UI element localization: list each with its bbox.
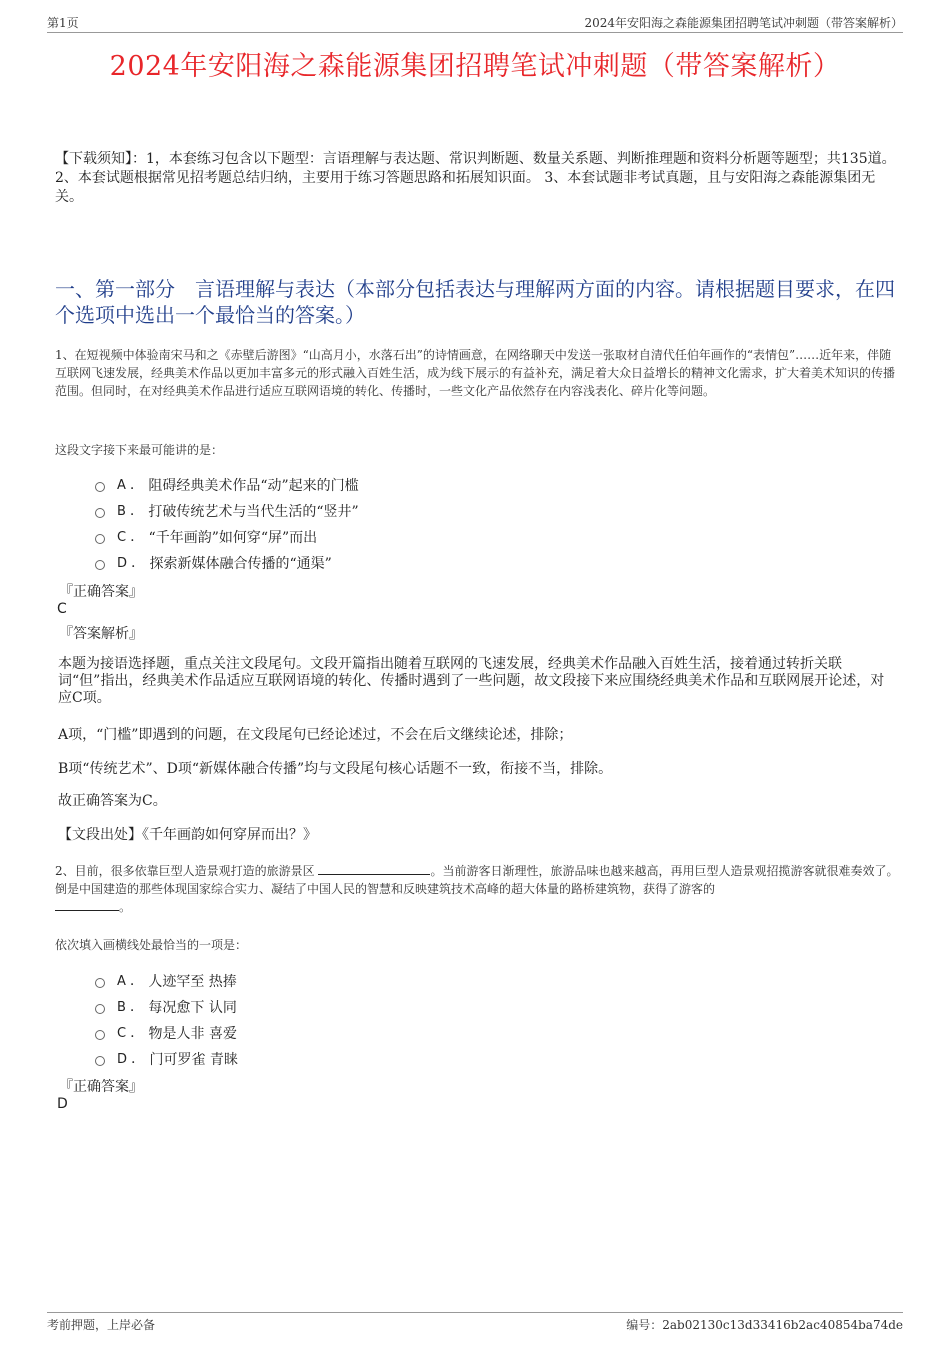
radio-icon[interactable] [95, 1030, 105, 1040]
option-text: 门可罗雀 青睐 [149, 1052, 238, 1068]
question-1-options [95, 472, 359, 576]
question-1-option-c[interactable]: C . “千年画韵”如何穿“屏”而出 [95, 524, 359, 550]
option-text: 打破传统艺术与当代生活的“竖井” [148, 504, 359, 520]
section-heading: 一、第一部分 言语理解与表达（本部分包括表达与理解两方面的内容。请根据题目要求，在四个选项中选出一个最恰当的答案。） [55, 277, 895, 327]
document-title: 2024年安阳海之森能源集团招聘笔试冲刺题（带答案解析） [109, 51, 841, 82]
footer-doc-id: 编号：2ab02130c13d33416b2ac40854ba74de [626, 1318, 903, 1332]
question-2-answer: D [57, 1096, 68, 1112]
question-1-option-a[interactable]: A . 阻碍经典美术作品“动”起来的门槛 [95, 472, 359, 498]
question-1-answer: C [57, 601, 67, 617]
option-text: 物是人非 喜爱 [148, 1026, 237, 1042]
question-1-analysis-paragraph: A项，“门槛”即遇到的问题，在文段尾句已经论述过，不会在后文继续论述，排除； [58, 727, 573, 743]
fill-blank [55, 898, 119, 911]
radio-icon[interactable] [95, 1004, 105, 1014]
option-text: 探索新媒体融合传播的“通渠” [149, 556, 332, 572]
question-1-analysis-label: 『答案解析』 [59, 626, 143, 642]
page-header [47, 14, 903, 33]
footer-slogan: 考前押题，上岸必备 [47, 1318, 156, 1332]
page-footer [47, 1312, 903, 1331]
radio-icon[interactable] [95, 978, 105, 988]
question-1-prompt: 这段文字接下来最可能讲的是： [55, 443, 224, 457]
question-2-option-a[interactable]: A . 人迹罕至 热捧 [95, 968, 238, 994]
header-doc-title: 2024年安阳海之森能源集团招聘笔试冲刺题（带答案解析） [584, 16, 903, 30]
question-2-option-c[interactable]: C . 物是人非 喜爱 [95, 1020, 238, 1046]
option-text: 人迹罕至 热捧 [148, 974, 237, 990]
question-1-analysis-paragraph: B项“传统艺术”、D项“新媒体融合传播”均与文段尾句核心话题不一致，衔接不当，排除。 [58, 761, 613, 777]
question-2-stem: 2、目前，很多依靠巨型人造景观打造的旅游景区 。当前游客日渐理性，旅游品味也越来越高，再用巨型人造景观招揽游客就很难奏效了。倒是中国建造的那些体现国家综合实力、凝结了中国人民的智慧和反映建筑技术高峰的超大体量的路桥建筑物，获得了游客的 。 [55, 864, 899, 914]
question-2-option-b[interactable]: B . 每况愈下 认同 [95, 994, 238, 1020]
fill-blank [318, 862, 430, 875]
question-1-option-d[interactable]: D . 探索新媒体融合传播的“通渠” [95, 550, 359, 576]
option-text: 阻碍经典美术作品“动”起来的门槛 [148, 478, 359, 494]
question-2-answer-label: 『正确答案』 [59, 1079, 143, 1095]
radio-icon[interactable] [95, 560, 105, 570]
question-1-option-b[interactable]: B . 打破传统艺术与当代生活的“竖井” [95, 498, 359, 524]
page-number: 第1页 [47, 16, 79, 30]
question-2-options [95, 968, 238, 1072]
question-2-option-d[interactable]: D . 门可罗雀 青睐 [95, 1046, 238, 1072]
option-text: 每况愈下 认同 [148, 1000, 237, 1016]
question-1-answer-label: 『正确答案』 [59, 584, 143, 600]
question-1-stem: 1、在短视频中体验南宋马和之《赤壁后游图》“山高月小，水落石出”的诗情画意，在网络聊天中发送一张取材自清代任伯年画作的“表情包”……近年来，伴随互联网飞速发展，经典美术作品以更加丰富多元的形式融入百姓生活，成为线下展示的有益补充，满足着大众日益增长的精神文化需求，扩大着美术知识的传播范围。但同时，在对经典美术作品进行适应互联网语境的转化、传播时，一些文化产品依然存在内容浅表化、碎片化等问题。 [55, 348, 896, 398]
radio-icon[interactable] [95, 534, 105, 544]
download-notice: 【下载须知】：1，本套练习包含以下题型：言语理解与表达题、常识判断题、数量关系题、判断推理题和资料分析题等题型；共135道。 2、本套试题根据常见招考题总结归纳，主要用于练习答题思路和拓展知识面。 3、本套试题非考试真题，且与安阳海之森能源集团无关。 [55, 151, 896, 205]
question-1-source: 【文段出处】《千年画韵如何穿屏而出？》 [58, 827, 317, 843]
question-1-analysis-paragraph: 故正确答案为C。 [58, 793, 167, 809]
question-2-prompt: 依次填入画横线处最恰当的一项是： [55, 938, 248, 952]
radio-icon[interactable] [95, 1056, 105, 1066]
question-1-analysis-paragraph: 本题为接语选择题，重点关注文段尾句。文段开篇指出随着互联网的飞速发展，经典美术作品融入百姓生活，接着通过转折关联词“但”指出，经典美术作品适应互联网语境的转化、传播时遇到了一些问题，故文段接下来应围绕经典美术作品和互联网展开论述，对应C项。 [58, 656, 885, 706]
radio-icon[interactable] [95, 508, 105, 518]
option-text: “千年画韵”如何穿“屏”而出 [148, 530, 318, 546]
radio-icon[interactable] [95, 482, 105, 492]
